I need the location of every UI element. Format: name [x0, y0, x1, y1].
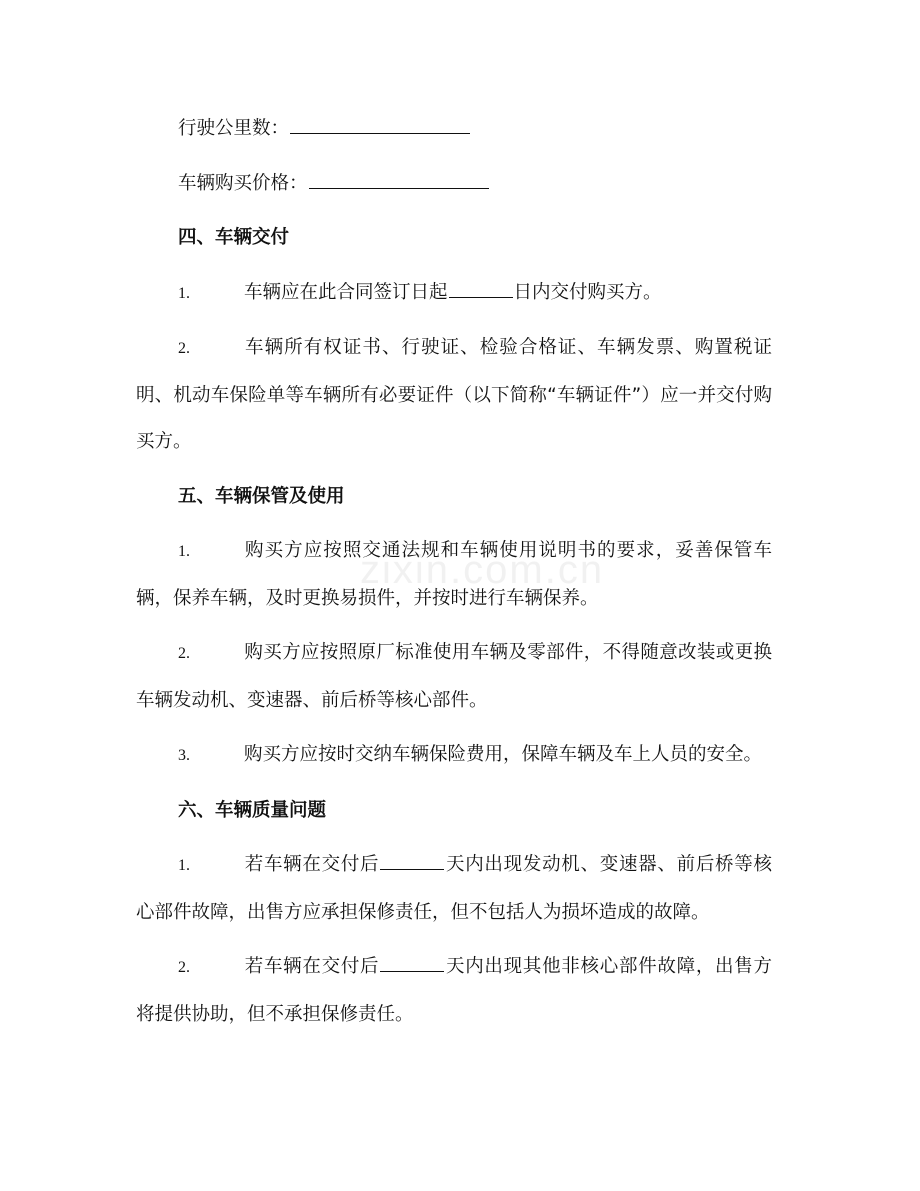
clause-4-1: [136, 270, 772, 318]
clause-text: 日内交付购买方。: [513, 281, 662, 303]
clause-number: 1.: [178, 284, 190, 302]
section-heading-quality: 六、车辆质量问题: [178, 799, 327, 821]
clause-5-3: [136, 732, 772, 780]
clause-text: 购买方应按照交通法规和车辆使用说明书的要求，妥善保管车辆，保养车辆，及时更换易损件，并按时进行车辆保养。: [136, 540, 772, 609]
clause-text: 若车辆在交付后: [244, 854, 380, 875]
clause-number: 2.: [178, 645, 190, 662]
watermark: zixin.com.cn: [360, 548, 605, 592]
section-heading-delivery: 四、车辆交付: [178, 227, 290, 248]
price-blank: [309, 168, 489, 188]
clause-6-2: [136, 944, 772, 1038]
clause-number: 2.: [178, 959, 190, 976]
days-blank: [380, 952, 444, 972]
days-blank: [380, 850, 444, 870]
clause-text: 若车辆在交付后: [244, 956, 380, 977]
contract-body: [136, 106, 772, 1046]
clause-text: 购买方应按照原厂标准使用车辆及零部件，不得随意改装或更换车辆发动机、变速器、前后桥等核心部件。: [136, 642, 772, 711]
clause-5-1: [136, 528, 772, 622]
price-field: [136, 161, 772, 208]
mileage-field: [136, 106, 772, 153]
clause-text: 购买方应按时交纳车辆保险费用，保障车辆及车上人员的安全。: [244, 744, 763, 765]
price-label: 车辆购买价格：: [178, 172, 308, 194]
mileage-blank: [290, 114, 470, 134]
clause-number: 3.: [178, 747, 190, 764]
clause-5-2: [136, 630, 772, 724]
days-blank: [449, 277, 513, 297]
clause-number: 2.: [178, 340, 190, 357]
mileage-label: 行驶公里数：: [178, 118, 290, 139]
clause-text: 天内出现发动机、变速器、前后桥等核心部件故障，出售方应承担保修责任，但不包括人为损坏造成的故障。: [136, 854, 772, 923]
clause-text: 天内出现其他非核心部件故障，出售方将提供协助，但不承担保修责任。: [136, 956, 772, 1025]
clause-text: 车辆所有权证书、行驶证、检验合格证、车辆发票、购置税证明、机动车保险单等车辆所有必要证件（以下简称“车辆证件”）应一并交付购买方。: [136, 337, 772, 452]
section-heading-custody: 五、车辆保管及使用: [178, 485, 345, 507]
clause-number: 1.: [178, 857, 190, 874]
clause-number: 1.: [178, 543, 190, 560]
clause-6-1: [136, 842, 772, 936]
clause-text: 车辆应在此合同签订日起: [244, 281, 448, 303]
clause-4-2: [136, 325, 772, 466]
